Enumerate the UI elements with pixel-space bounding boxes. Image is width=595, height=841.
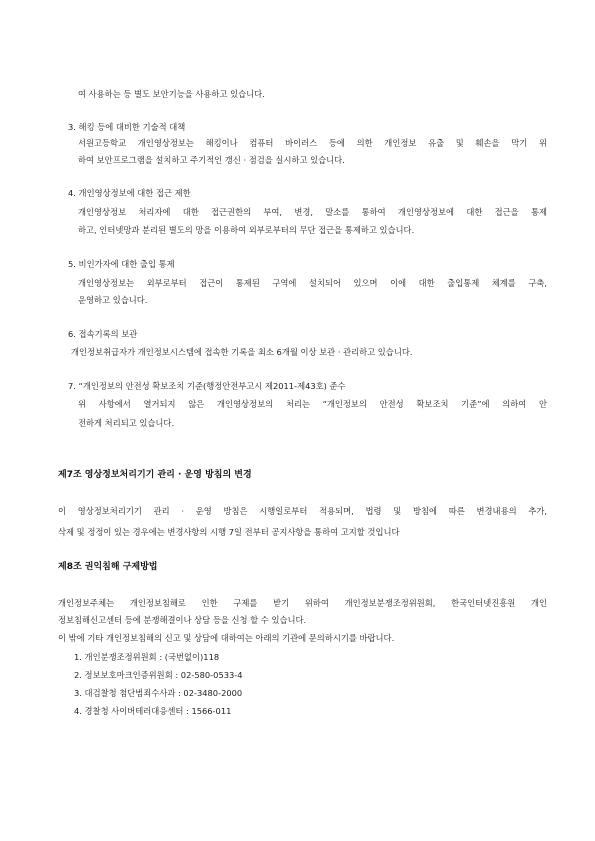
item-3-line-1: 서원고등학교 개인영상정보는 해킹이나 컴퓨터 바이러스 등에 의한 개인정보 유출 및 훼손을 막기 위: [78, 138, 547, 148]
item-7-line-1: 위 사항에서 열거되지 않은 개인영상정보의 처리는 “개인정보의 안전성 확보조치 기준”에 의하여 안: [78, 399, 547, 409]
contact-item-1: 1. 개인분쟁조정위원회 : (국번없이)118: [74, 652, 220, 662]
item-7-title: 7. “개인정보의 안전성 확보조치 기준(행정안전부고시 제2011-제43호) 준수: [68, 381, 346, 391]
section-8-heading: 제8조 권익침해 구제방법: [58, 562, 158, 572]
item-6-title: 6. 접속기록의 보관: [68, 329, 138, 339]
section-7-heading: 제7조 영상정보처리기기 관리 · 운영 방침의 변경: [58, 470, 252, 480]
item-5-line-1: 개인영상정보는 외부로부터 접근이 통제된 구역에 설치되어 있으며 이에 대한 출입통제 체계를 구축,: [78, 278, 547, 288]
section-8-line-1: 개인정보주체는 개인정보침해로 인한 구제를 받기 위하여 개인정보분쟁조정위원회, 한국인터넷진흥원 개인: [58, 598, 547, 608]
section-7-line-2: 삭제 및 정정이 있는 경우에는 변경사항의 시행 7일 전부터 공지사항을 통하여 고지할 것입니다: [58, 527, 400, 537]
item-4-line-1: 개인영상정보 처리자에 대한 접근권한의 부여, 변경, 말소를 통하여 개인영상정보에 대한 접근을 통제: [78, 207, 547, 217]
intro-line: 여 사용하는 등 별도 보안기능을 사용하고 있습니다.: [78, 89, 265, 99]
contact-item-4: 4. 경찰청 사이버테러대응센터 : 1566-011: [74, 706, 232, 716]
item-6-line-1: 개인정보취급자가 개인정보시스템에 접속한 기록을 최소 6개월 이상 보관 · 관리하고 있습니다.: [71, 347, 413, 357]
item-7-line-2: 전하게 처리되고 있습니다.: [78, 418, 175, 428]
item-3-title: 3. 해킹 등에 대비한 기술적 대책: [68, 122, 186, 132]
item-3-line-2: 하여 보안프로그램을 설치하고 주기적인 갱신 · 점검을 실시하고 있습니다.: [78, 155, 345, 165]
section-8-line-2: 정보침해신고센터 등에 분쟁해결이나 상담 등을 신청 할 수 있습니다.: [58, 615, 307, 625]
section-8-line-3: 이 밖에 기타 개인정보침해의 신고 및 상담에 대하여는 아래의 기관에 문의하시기를 바랍니다.: [58, 633, 395, 643]
section-7-line-1: 이 영상정보처리기기 관리 · 운영 방침은 시행일로부터 적용되며, 법령 및 방침에 따른 변경내용의 추가,: [58, 506, 547, 516]
contact-item-3: 3. 대검찰청 첨단범죄수사과 : 02-3480-2000: [74, 688, 243, 698]
item-5-title: 5. 비인가자에 대한 출입 통제: [68, 259, 175, 269]
contact-item-2: 2. 정보보호마크인증위원회 : 02-580-0533-4: [74, 670, 243, 680]
item-4-title: 4. 개인영상정보에 대한 접근 제한: [68, 188, 191, 198]
item-5-line-2: 운영하고 있습니다.: [78, 295, 148, 305]
item-4-line-2: 하고, 인터넷망과 분리된 별도의 망을 이용하여 외부로부터의 무단 접근을 통제하고 있습니다.: [78, 225, 415, 235]
